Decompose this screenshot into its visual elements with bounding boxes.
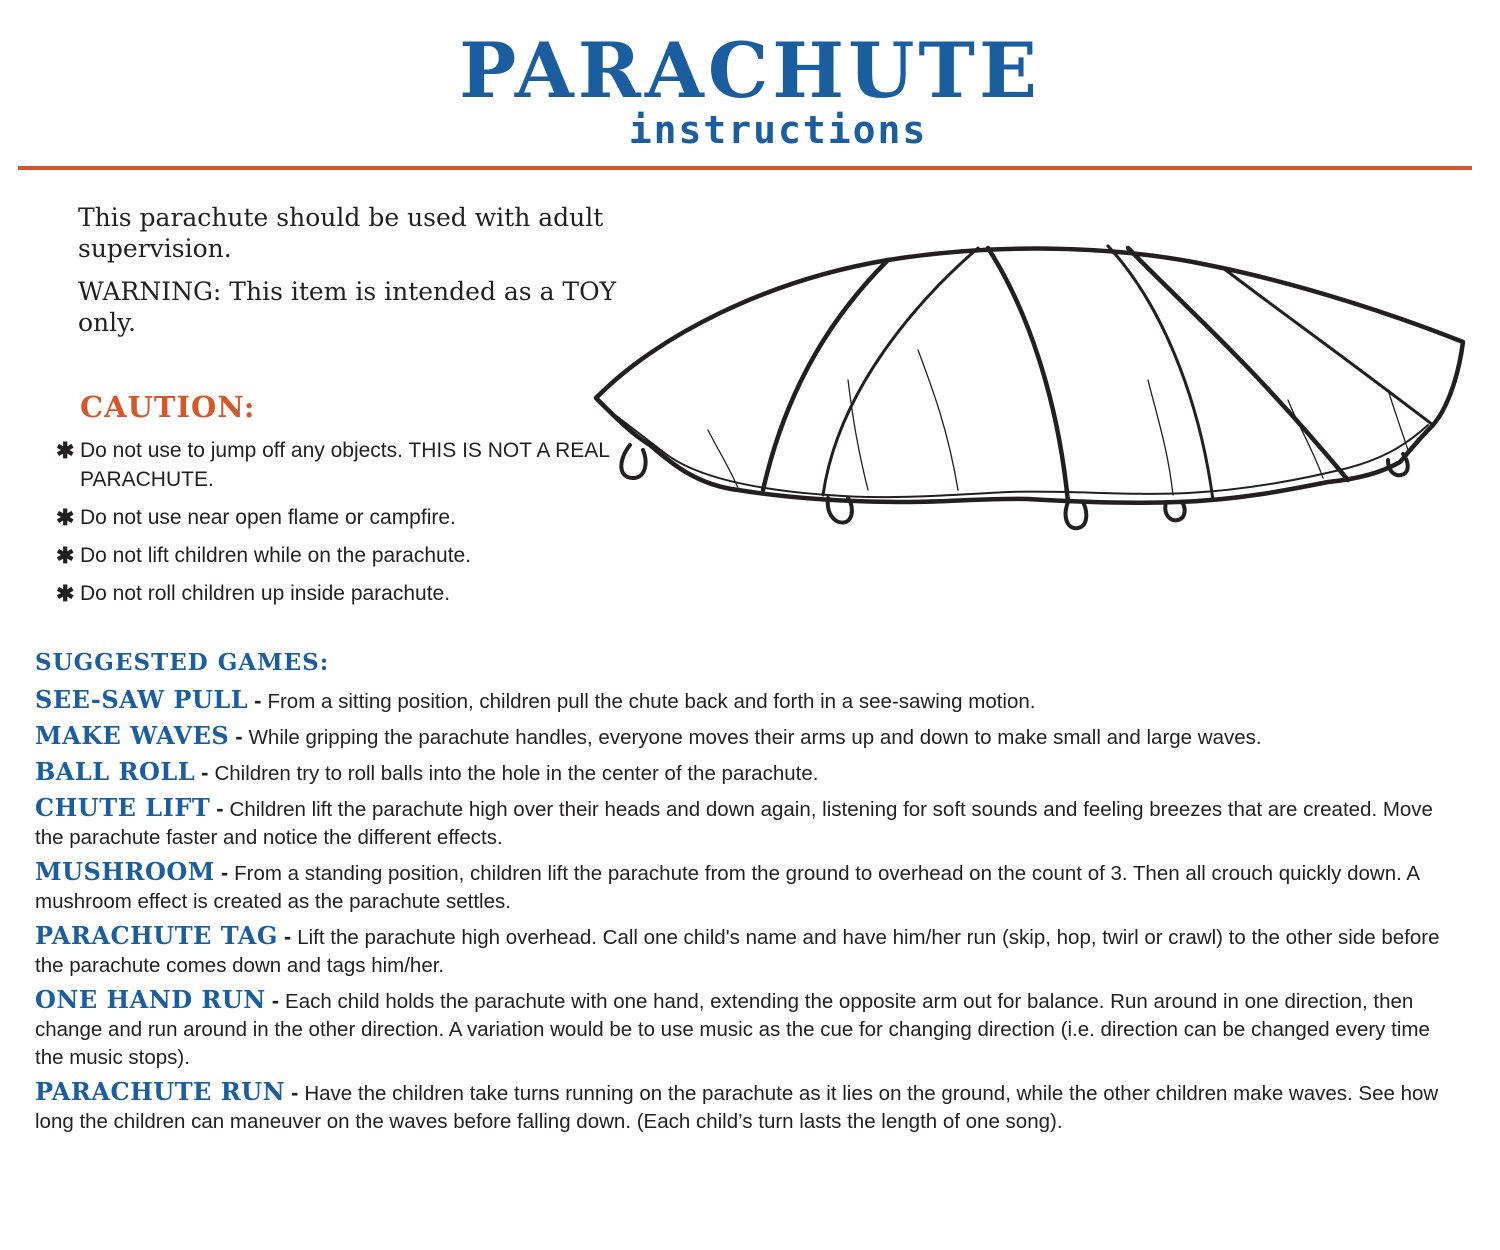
game-entry (35, 794, 1455, 852)
game-description: From a standing position, children lift the parachute from the ground to overhead on the count of 3. Then all crouch quickly down. A mushroom effect is created as the parachute settles. (35, 862, 1419, 913)
game-entry (35, 922, 1455, 980)
game-description: Children lift the parachute high over their heads and down again, listening for soft sounds and feeling breezes that are created. Move the parachute faster and notice the different effects. (35, 798, 1433, 849)
caution-item (56, 579, 616, 608)
supervision-note: This parachute should be used with adult supervision. (78, 203, 604, 263)
caution-heading: CAUTION: (80, 390, 256, 424)
game-separator: - (283, 924, 292, 949)
game-entry (35, 686, 1455, 716)
game-name: PARACHUTE TAG (35, 921, 278, 950)
game-name: PARACHUTE RUN (35, 1077, 286, 1106)
game-name: MAKE WAVES (35, 721, 230, 750)
game-description: Children try to roll balls into the hole in the center of the parachute. (214, 762, 819, 785)
page-title: PARACHUTE (459, 26, 1041, 115)
game-entry (35, 758, 1455, 788)
asterisk-icon: ✱ (56, 438, 75, 463)
game-description: Lift the parachute high overhead. Call one child's name and have him/her run (skip, hop, twirl or crawl) to the other side before the parachute comes down and tags him/her. (35, 926, 1440, 977)
caution-item (56, 541, 616, 570)
parachute-illustration-icon (588, 240, 1470, 540)
caution-item-text: Do not roll children up inside parachute. (80, 582, 451, 605)
game-separator: - (271, 988, 280, 1013)
caution-list (56, 436, 616, 617)
game-separator: - (235, 724, 243, 749)
game-description: Each child holds the parachute with one hand, extending the opposite arm out for balance. Run around in one direction, then change and run around in the other direction. A variation would be to use music as the cue for changing direction (i.e. direction can be changed every time the music stops). (35, 990, 1430, 1069)
page-subtitle: instructions (628, 108, 928, 152)
caution-item-text: Do not use to jump off any objects. THIS IS NOT A REAL PARACHUTE. (80, 439, 610, 491)
game-entry (35, 986, 1455, 1072)
game-description: From a sitting position, children pull the chute back and forth in a see-sawing motion. (267, 690, 1036, 713)
asterisk-icon: ✱ (56, 543, 75, 568)
game-entry (35, 858, 1455, 916)
asterisk-icon: ✱ (56, 581, 75, 606)
game-separator: - (220, 860, 229, 885)
caution-item-text: Do not use near open flame or campfire. (80, 506, 456, 529)
caution-item-text: Do not lift children while on the parachute. (80, 544, 472, 567)
game-description: Have the children take turns running on the parachute as it lies on the ground, while the other children make waves. See how long the children can maneuver on the waves before falling down. (Each child’s turn lasts the length of one song). (35, 1082, 1439, 1133)
suggested-games (35, 646, 1455, 1136)
game-name: SEE-SAW PULL (35, 685, 249, 714)
caution-item (56, 503, 616, 532)
game-separator: - (291, 1080, 299, 1105)
game-entry (35, 1078, 1455, 1136)
game-description: While gripping the parachute handles, everyone moves their arms up and down to make small and large waves. (248, 726, 1262, 749)
caution-item (56, 436, 616, 494)
game-name: MUSHROOM (35, 857, 215, 886)
game-name: ONE HAND RUN (35, 985, 266, 1014)
game-separator: - (254, 688, 262, 713)
toy-warning: WARNING: This item is intended as a TOY only. (78, 277, 617, 337)
game-name: CHUTE LIFT (35, 793, 211, 822)
games-heading: SUGGESTED GAMES: (35, 649, 330, 676)
game-name: BALL ROLL (35, 757, 196, 786)
asterisk-icon: ✱ (56, 505, 75, 530)
game-entry (35, 722, 1455, 752)
header-divider (18, 166, 1472, 170)
game-separator: - (216, 796, 224, 821)
game-separator: - (201, 760, 209, 785)
